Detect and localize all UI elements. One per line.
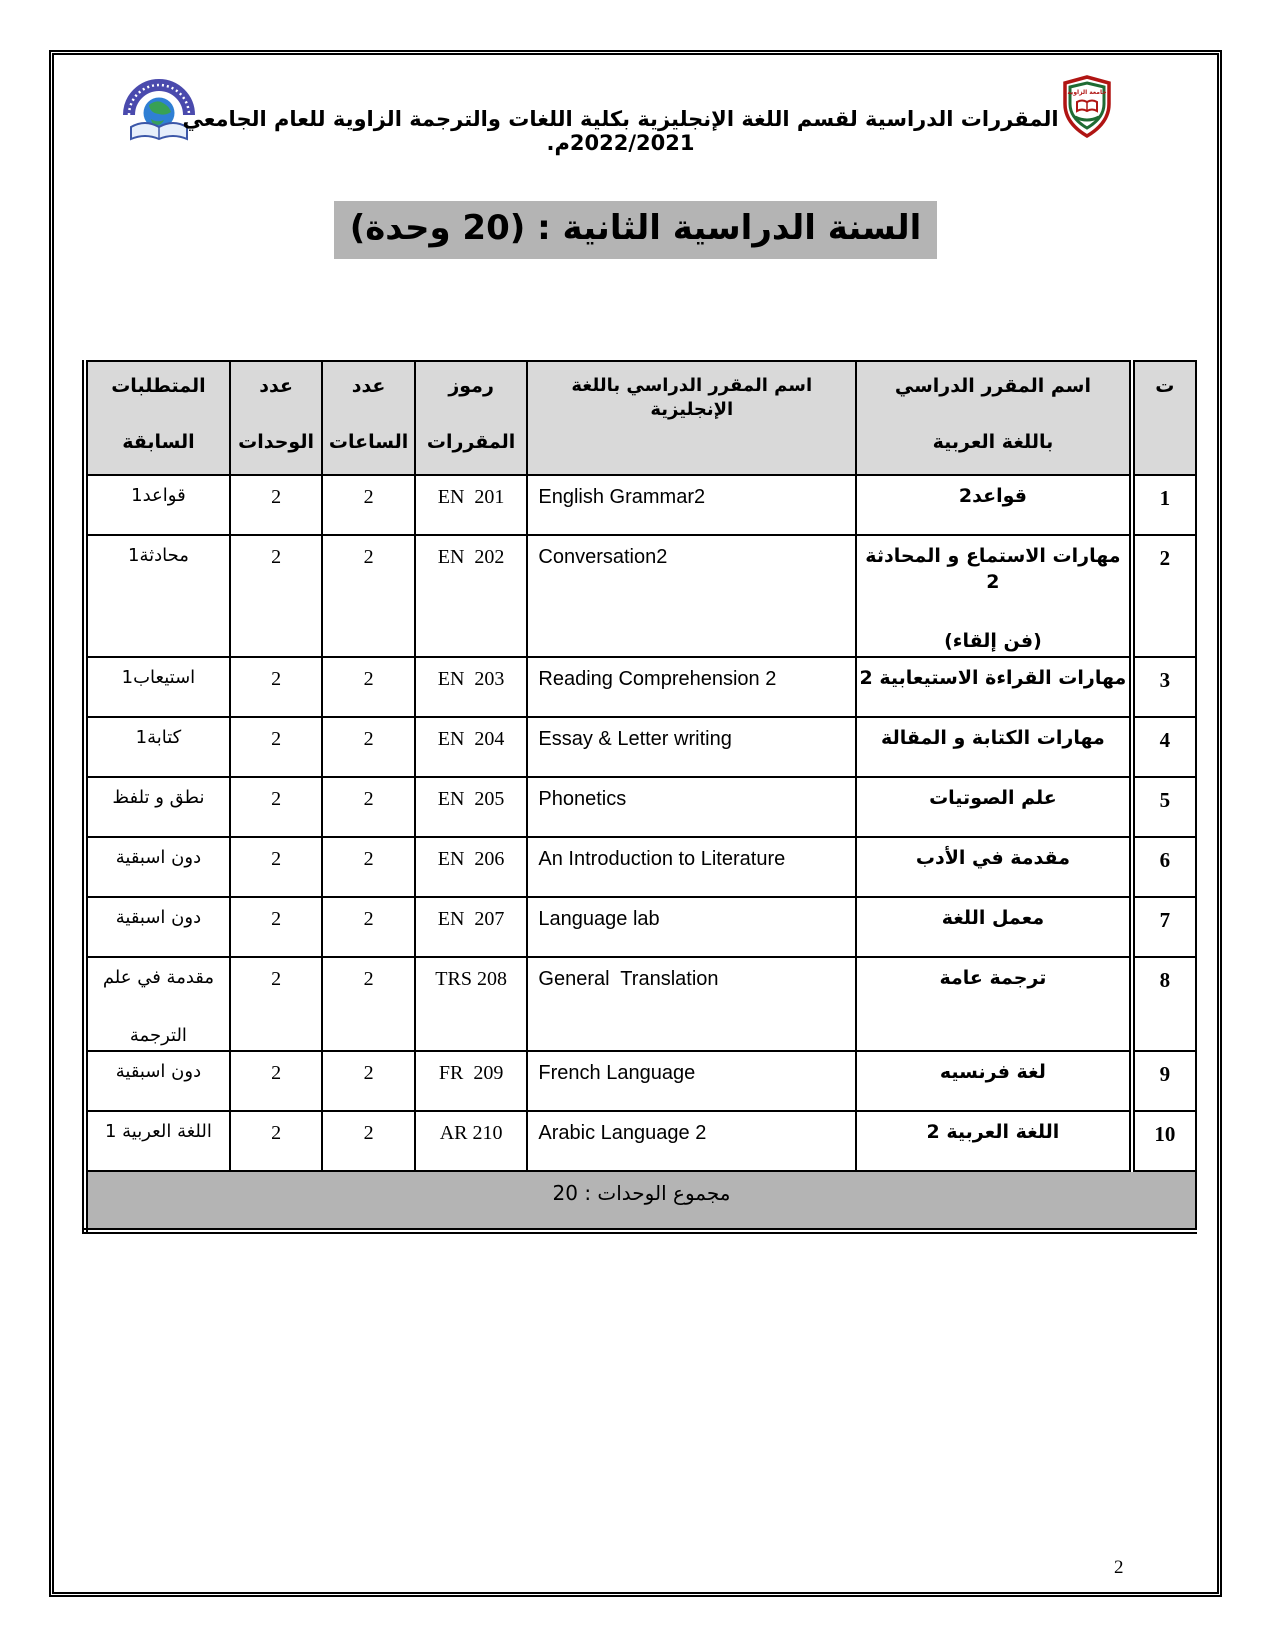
header-course-code: رموز المقررات	[415, 361, 528, 475]
cell-units: 2	[230, 535, 322, 657]
svg-text:جامعة الزاوية: جامعة الزاوية	[1067, 89, 1107, 96]
header-hours: عدد الساعات	[322, 361, 414, 475]
header-arabic-name: اسم المقرر الدراسي باللغة العربية	[856, 361, 1131, 475]
cell-course-code: FR 209	[415, 1051, 528, 1111]
cell-hours: 2	[322, 1051, 414, 1111]
cell-arabic-name: معمل اللغة	[856, 897, 1131, 957]
course-row	[85, 1051, 1196, 1111]
cell-english-name: General Translation	[527, 957, 856, 1051]
cell-course-code: AR 210	[415, 1111, 528, 1171]
cell-course-code: EN 206	[415, 837, 528, 897]
cell-hours: 2	[322, 897, 414, 957]
cell-units: 2	[230, 657, 322, 717]
cell-course-code: EN 205	[415, 777, 528, 837]
cell-prerequisite: دون اسبقية	[85, 1051, 230, 1111]
cell-arabic-name: مهارات الاستماع و المحادثة 2 (فن إلقاء)	[856, 535, 1131, 657]
cell-prerequisite: اللغة العربية 1	[85, 1111, 230, 1171]
cell-english-name: English Grammar2	[527, 475, 856, 535]
document-header-line: المقررات الدراسية لقسم اللغة الإنجليزية بكلية اللغات والترجمة الزاوية للعام الجامعي 2022/2021م.	[182, 107, 1059, 155]
total-units-label: مجموع الوحدات : 20	[85, 1171, 1196, 1231]
cell-prerequisite: قواعد1	[85, 475, 230, 535]
cell-units: 2	[230, 957, 322, 1051]
header-english-name: اسم المقرر الدراسي باللغة الإنجليزية	[527, 361, 856, 475]
cell-course-code: EN 207	[415, 897, 528, 957]
courses-table	[82, 360, 1197, 1234]
cell-english-name: Phonetics	[527, 777, 856, 837]
cell-hours: 2	[322, 777, 414, 837]
title-band	[54, 201, 1217, 259]
courses-table-header	[85, 361, 1196, 475]
cell-index: 10	[1132, 1111, 1196, 1171]
cell-course-code: EN 203	[415, 657, 528, 717]
cell-english-name: Reading Comprehension 2	[527, 657, 856, 717]
cell-units: 2	[230, 777, 322, 837]
cell-arabic-name: علم الصوتيات	[856, 777, 1131, 837]
cell-index: 4	[1132, 717, 1196, 777]
course-row	[85, 777, 1196, 837]
header-prerequisites: المتطلبات السابقة	[85, 361, 230, 475]
course-row	[85, 535, 1196, 657]
cell-units: 2	[230, 717, 322, 777]
cell-prerequisite: دون اسبقية	[85, 897, 230, 957]
cell-index: 3	[1132, 657, 1196, 717]
cell-arabic-name: مهارات القراءة الاستيعابية 2	[856, 657, 1131, 717]
course-row	[85, 657, 1196, 717]
course-row	[85, 957, 1196, 1051]
cell-units: 2	[230, 897, 322, 957]
cell-prerequisite: كتابة1	[85, 717, 230, 777]
course-row	[85, 475, 1196, 535]
cell-prerequisite: محادثة1	[85, 535, 230, 657]
courses-table-body	[85, 475, 1196, 1171]
course-row	[85, 1111, 1196, 1171]
cell-arabic-name: اللغة العربية 2	[856, 1111, 1131, 1171]
cell-prerequisite: مقدمة في علم الترجمة	[85, 957, 230, 1051]
cell-index: 8	[1132, 957, 1196, 1051]
header-index: ت	[1132, 361, 1196, 475]
cell-english-name: Conversation2	[527, 535, 856, 657]
cell-units: 2	[230, 475, 322, 535]
cell-english-name: Essay & Letter writing	[527, 717, 856, 777]
header-units: عدد الوحدات	[230, 361, 322, 475]
cell-english-name: French Language	[527, 1051, 856, 1111]
cell-hours: 2	[322, 717, 414, 777]
cell-course-code: EN 204	[415, 717, 528, 777]
cell-prerequisite: نطق و تلفظ	[85, 777, 230, 837]
cell-index: 5	[1132, 777, 1196, 837]
cell-hours: 2	[322, 657, 414, 717]
cell-units: 2	[230, 1051, 322, 1111]
cell-units: 2	[230, 837, 322, 897]
cell-index: 1	[1132, 475, 1196, 535]
cell-arabic-name: لغة فرنسيه	[856, 1051, 1131, 1111]
page-title: السنة الدراسية الثانية : (20 وحدة)	[334, 201, 938, 259]
cell-english-name: Arabic Language 2	[527, 1111, 856, 1171]
cell-hours: 2	[322, 535, 414, 657]
cell-arabic-name: مهارات الكتابة و المقالة	[856, 717, 1131, 777]
cell-index: 9	[1132, 1051, 1196, 1111]
page-border-frame	[49, 50, 1222, 1597]
cell-arabic-name: مقدمة في الأدب	[856, 837, 1131, 897]
cell-units: 2	[230, 1111, 322, 1171]
cell-arabic-name: ترجمة عامة	[856, 957, 1131, 1051]
cell-hours: 2	[322, 475, 414, 535]
cell-hours: 2	[322, 1111, 414, 1171]
cell-prerequisite: دون اسبقية	[85, 837, 230, 897]
cell-course-code: EN 201	[415, 475, 528, 535]
cell-hours: 2	[322, 837, 414, 897]
cell-prerequisite: استيعاب1	[85, 657, 230, 717]
cell-index: 7	[1132, 897, 1196, 957]
cell-arabic-name: قواعد2	[856, 475, 1131, 535]
cell-english-name: Language lab	[527, 897, 856, 957]
cell-course-code: TRS 208	[415, 957, 528, 1051]
page-number: 2	[1114, 1557, 1124, 1578]
cell-index: 2	[1132, 535, 1196, 657]
cell-index: 6	[1132, 837, 1196, 897]
total-row	[85, 1171, 1196, 1231]
course-row	[85, 717, 1196, 777]
course-row	[85, 897, 1196, 957]
cell-hours: 2	[322, 957, 414, 1051]
cell-english-name: An Introduction to Literature	[527, 837, 856, 897]
cell-course-code: EN 202	[415, 535, 528, 657]
course-row	[85, 837, 1196, 897]
